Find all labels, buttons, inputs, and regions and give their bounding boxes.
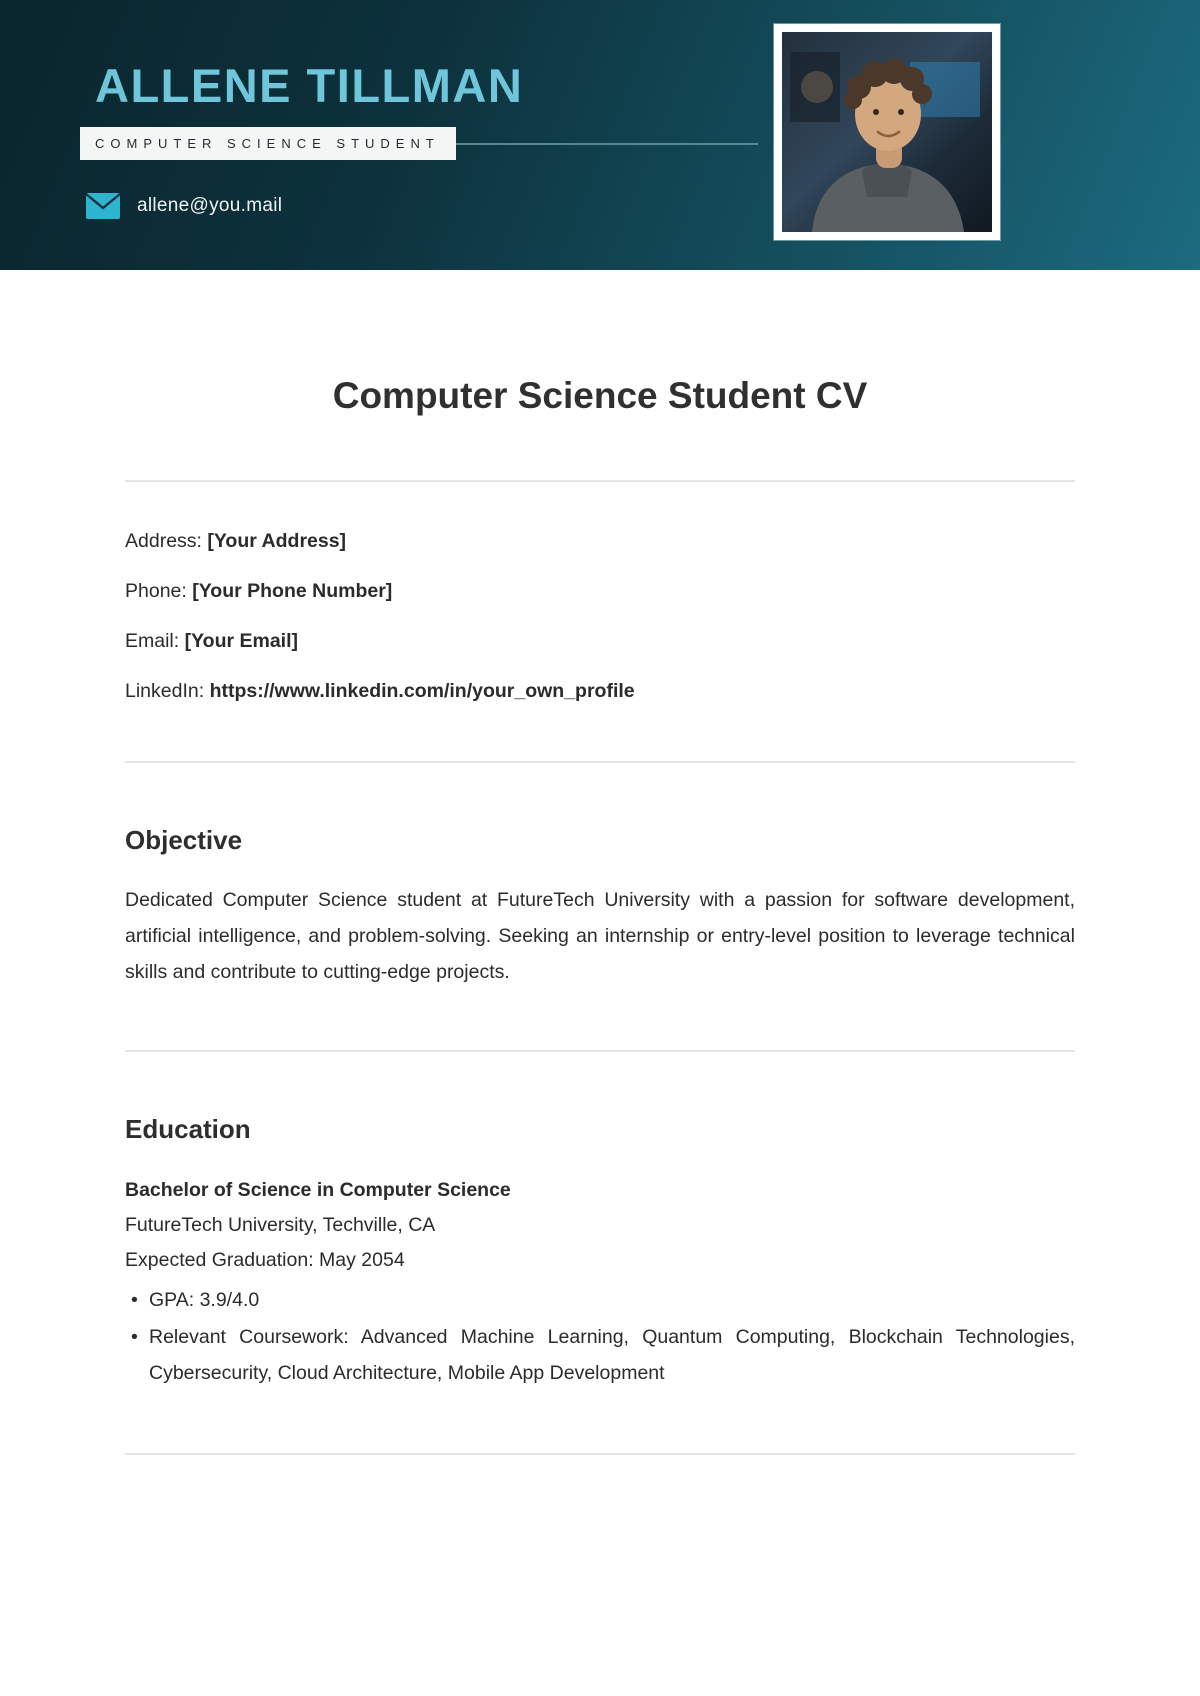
contact-address-value: [Your Address] (207, 530, 347, 552)
contact-linkedin-label: LinkedIn: (125, 680, 205, 702)
education-bullet-gpa: • GPA: 3.9/4.0 (125, 1282, 1075, 1318)
divider (125, 761, 1075, 763)
section-education (125, 1114, 1075, 1390)
education-school: FutureTech University, Techville, CA (125, 1214, 436, 1237)
contact-linkedin-value[interactable]: https://www.linkedin.com/in/your_own_profile (209, 680, 635, 702)
contact-linkedin (125, 680, 1075, 703)
header-left (0, 0, 1200, 220)
education-bullet-coursework: • Relevant Coursework: Advanced Machine Learning, Quantum Computing, Blockchain Technologies, Cybersecurity, Cloud Architecture, Mobile App Development (125, 1319, 1075, 1391)
cv-body (0, 375, 1200, 1455)
objective-heading: Objective (125, 825, 243, 855)
email-icon (85, 192, 121, 220)
education-degree: Bachelor of Science in Computer Science (125, 1179, 511, 1202)
contact-address-label: Address: (125, 530, 202, 552)
divider (125, 1050, 1075, 1052)
email-row (85, 192, 1200, 220)
contact-phone-label: Phone: (125, 580, 187, 602)
contact-email (125, 630, 1075, 653)
contact-email-value: [Your Email] (184, 630, 299, 652)
profile-photo (774, 24, 1000, 240)
role-divider-line (456, 143, 758, 145)
contact-phone-value: [Your Phone Number] (192, 580, 393, 602)
education-bullet-list (125, 1282, 1075, 1390)
objective-text: Dedicated Computer Science student at FutureTech University with a passion for software development, artificial intelligence, and problem-solving. Seeking an internship or entry-level position to leverage technical skills and contribute to cutting-edge projects. (125, 889, 1075, 984)
divider (125, 1453, 1075, 1455)
page-title: Computer Science Student CV (332, 375, 868, 416)
contact-block (125, 530, 1075, 703)
contact-email-label: Email: (125, 630, 180, 652)
contact-address (125, 530, 1075, 553)
person-name: ALLENE TILLMAN (95, 59, 524, 112)
divider (125, 480, 1075, 482)
education-heading: Education (125, 1114, 251, 1145)
role-row (80, 127, 758, 160)
cv-header (0, 0, 1200, 270)
header-email[interactable]: allene@you.mail (137, 195, 283, 216)
role-badge: COMPUTER SCIENCE STUDENT (80, 127, 456, 160)
education-graduation: Expected Graduation: May 2054 (125, 1249, 405, 1272)
contact-phone (125, 580, 1075, 603)
section-objective (125, 825, 1075, 990)
